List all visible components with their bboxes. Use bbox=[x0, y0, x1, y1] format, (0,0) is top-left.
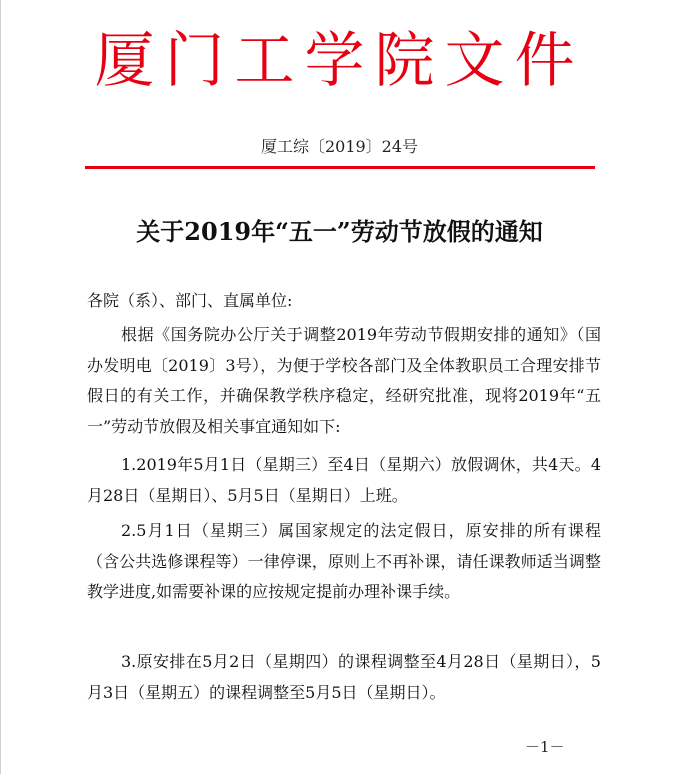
document-title: 关于2019年“五一”劳动节放假的通知 bbox=[136, 217, 543, 246]
paragraph-intro: 根据《国务院办公厅关于调整2019年劳动节假期安排的通知》（国办发明电〔2019〕3号），为便于学校各部门及全体教职员工合理安排节假日的有关工作，并确保教学秩序稳定，经研究批准，现将2019年“五一”劳动节放假及相关事宜通知如下: bbox=[87, 325, 601, 436]
salutation: 各院（系）、部门、直属单位: bbox=[87, 291, 293, 310]
document-header: 厦门工学院文件 bbox=[94, 26, 585, 96]
red-divider-line bbox=[85, 166, 595, 169]
document-number: 厦工综〔2019〕24号 bbox=[260, 137, 419, 156]
page-number: －1－ bbox=[525, 738, 565, 756]
paragraph-item-3: 3.原安排在5月2日（星期四）的课程调整至4月28日（星期日），5月3日（星期五）的课程调整至5月5日（星期日）。 bbox=[87, 652, 601, 702]
paragraph-item-2: 2.5月1日（星期三）属国家规定的法定假日，原安排的所有课程（含公共选修课程等）一律停课，原则上不再补课，请任课教师适当调整教学进度,如需要补课的应按规定提前办理补课手续。 bbox=[87, 521, 601, 601]
paragraph-item-1: 1.2019年5月1日（星期三）至4日（星期六）放假调休，共4天。4月28日（星期日）、5月5日（星期日）上班。 bbox=[87, 455, 601, 505]
